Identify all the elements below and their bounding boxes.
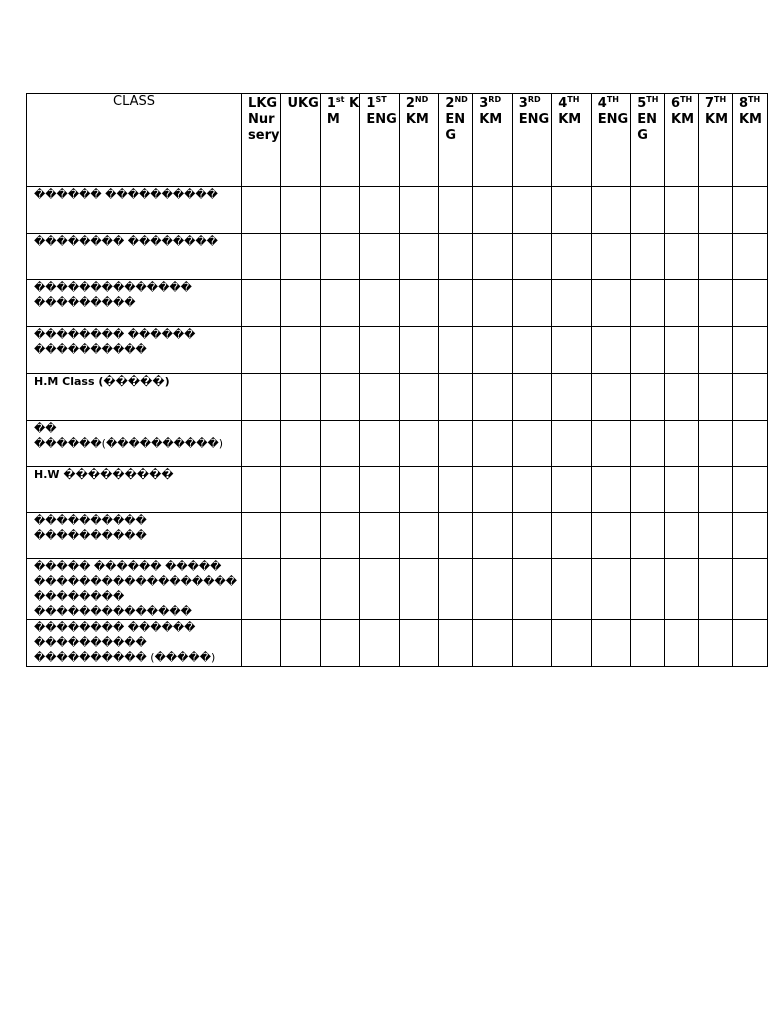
empty-cell[interactable] <box>439 620 473 667</box>
row-label-text: �������� �������� <box>34 235 218 248</box>
table-row <box>27 374 768 421</box>
empty-cell[interactable] <box>732 280 767 327</box>
empty-cell[interactable] <box>591 467 630 513</box>
column-header-number: 3 <box>518 96 528 111</box>
column-header-number: 4 <box>558 96 568 111</box>
column-header <box>591 94 630 187</box>
column-header-number: 5 <box>637 96 647 111</box>
column-header <box>473 94 513 187</box>
empty-cell[interactable] <box>320 280 360 327</box>
row-label-text: �������� ������ ���������� <box>34 328 196 356</box>
column-header-suffix: ENG <box>637 112 657 143</box>
empty-cell[interactable] <box>242 187 281 234</box>
empty-cell[interactable] <box>399 620 439 667</box>
empty-cell[interactable] <box>552 234 592 280</box>
empty-cell[interactable] <box>512 234 551 280</box>
empty-cell[interactable] <box>732 467 767 513</box>
table-row <box>27 234 768 280</box>
row-label <box>27 327 242 374</box>
empty-cell[interactable] <box>281 620 320 667</box>
empty-cell[interactable] <box>281 280 320 327</box>
column-header-suffix: KM <box>479 112 503 127</box>
column-header-ordinal: TH <box>714 95 727 104</box>
empty-cell[interactable] <box>473 327 513 374</box>
empty-cell[interactable] <box>473 234 513 280</box>
column-header-text <box>739 96 762 127</box>
empty-cell[interactable] <box>320 559 360 620</box>
column-header-number: 8 <box>738 96 749 111</box>
empty-cell[interactable] <box>699 374 733 421</box>
column-header-suffix: KM <box>405 112 429 127</box>
empty-cell[interactable] <box>399 421 439 467</box>
empty-cell[interactable] <box>399 234 439 280</box>
empty-cell[interactable] <box>281 559 320 620</box>
column-header-suffix: ENG <box>445 112 466 143</box>
table-body <box>27 187 768 667</box>
empty-cell[interactable] <box>552 467 592 513</box>
column-header-text <box>445 96 467 143</box>
empty-cell[interactable] <box>360 467 399 513</box>
empty-cell[interactable] <box>699 234 733 280</box>
empty-cell[interactable] <box>665 234 699 280</box>
empty-cell[interactable] <box>665 327 699 374</box>
empty-cell[interactable] <box>473 513 513 559</box>
empty-cell[interactable] <box>665 187 699 234</box>
column-header-text <box>671 96 694 127</box>
column-header-text <box>598 96 628 127</box>
empty-cell[interactable] <box>591 280 630 327</box>
column-header-text <box>479 96 502 127</box>
column-header-suffix: ENG <box>366 112 397 127</box>
column-header <box>281 94 320 187</box>
empty-cell[interactable] <box>699 467 733 513</box>
row-label <box>27 559 242 620</box>
empty-cell[interactable] <box>399 513 439 559</box>
empty-cell[interactable] <box>360 374 399 421</box>
empty-cell[interactable] <box>242 327 281 374</box>
empty-cell[interactable] <box>242 280 281 327</box>
row-label <box>27 374 242 421</box>
empty-cell[interactable] <box>699 620 733 667</box>
row-label-text: (�����) <box>94 375 170 388</box>
row-label-bold: H.W <box>34 468 60 481</box>
row-label-text: ���������� ���������� <box>34 514 147 542</box>
empty-cell[interactable] <box>665 467 699 513</box>
empty-cell[interactable] <box>512 187 551 234</box>
empty-cell[interactable] <box>591 327 630 374</box>
column-header-number: 6 <box>671 96 681 111</box>
empty-cell[interactable] <box>699 280 733 327</box>
row-label <box>27 234 242 280</box>
row-label <box>27 187 242 234</box>
column-header-ordinal: TH <box>567 95 580 104</box>
empty-cell[interactable] <box>591 620 630 667</box>
column-header-text <box>558 96 581 127</box>
header-row <box>27 94 768 187</box>
empty-cell[interactable] <box>360 327 399 374</box>
empty-cell[interactable] <box>320 374 360 421</box>
column-header-ordinal: TH <box>748 95 761 104</box>
empty-cell[interactable] <box>281 327 320 374</box>
column-header-number: 7 <box>705 96 715 111</box>
column-header-suffix: KM <box>705 112 729 127</box>
column-header <box>732 94 767 187</box>
empty-cell[interactable] <box>360 280 399 327</box>
table-row <box>27 559 768 620</box>
column-header-suffix: ENG <box>518 112 550 127</box>
column-header-suffix: KM <box>671 112 695 127</box>
empty-cell[interactable] <box>360 234 399 280</box>
row-label-bold: H.M Class <box>34 375 95 388</box>
column-header-number: 2 <box>445 96 455 111</box>
column-header <box>699 94 733 187</box>
empty-cell[interactable] <box>631 421 665 467</box>
column-header-suffix: KM <box>738 112 762 127</box>
column-header-ordinal: ST <box>375 95 387 104</box>
empty-cell[interactable] <box>512 421 551 467</box>
empty-cell[interactable] <box>320 327 360 374</box>
empty-cell[interactable] <box>439 421 473 467</box>
column-header-number: 1 <box>326 96 336 111</box>
empty-cell[interactable] <box>552 559 592 620</box>
empty-cell[interactable] <box>512 467 551 513</box>
empty-cell[interactable] <box>552 280 592 327</box>
empty-cell[interactable] <box>399 559 439 620</box>
empty-cell[interactable] <box>732 374 767 421</box>
column-header <box>439 94 473 187</box>
empty-cell[interactable] <box>552 374 592 421</box>
empty-cell[interactable] <box>242 513 281 559</box>
empty-cell[interactable] <box>552 187 592 234</box>
empty-cell[interactable] <box>399 187 439 234</box>
column-header-ordinal: ND <box>454 95 468 104</box>
empty-cell[interactable] <box>591 187 630 234</box>
empty-cell[interactable] <box>591 513 630 559</box>
empty-cell[interactable] <box>320 620 360 667</box>
empty-cell[interactable] <box>631 187 665 234</box>
empty-cell[interactable] <box>281 187 320 234</box>
empty-cell[interactable] <box>360 187 399 234</box>
empty-cell[interactable] <box>473 467 513 513</box>
empty-cell[interactable] <box>320 421 360 467</box>
empty-cell[interactable] <box>665 280 699 327</box>
empty-cell[interactable] <box>320 513 360 559</box>
column-header-suffix: KM <box>326 96 360 127</box>
empty-cell[interactable] <box>732 559 767 620</box>
column-header-label: LKG Nursery <box>248 96 280 143</box>
empty-cell[interactable] <box>242 234 281 280</box>
table-row <box>27 421 768 467</box>
empty-cell[interactable] <box>360 513 399 559</box>
column-header-ordinal: TH <box>680 95 693 104</box>
empty-cell[interactable] <box>631 374 665 421</box>
column-header-text <box>287 96 318 111</box>
empty-cell[interactable] <box>473 421 513 467</box>
empty-cell[interactable] <box>631 559 665 620</box>
empty-cell[interactable] <box>699 421 733 467</box>
column-header-ordinal: RD <box>488 95 502 104</box>
column-header <box>552 94 592 187</box>
empty-cell[interactable] <box>552 327 592 374</box>
empty-cell[interactable] <box>631 280 665 327</box>
class-table <box>26 93 768 667</box>
empty-cell[interactable] <box>439 559 473 620</box>
empty-cell[interactable] <box>281 421 320 467</box>
empty-cell[interactable] <box>631 467 665 513</box>
table-row <box>27 327 768 374</box>
empty-cell[interactable] <box>399 280 439 327</box>
empty-cell[interactable] <box>399 374 439 421</box>
empty-cell[interactable] <box>512 280 551 327</box>
empty-cell[interactable] <box>591 559 630 620</box>
empty-cell[interactable] <box>699 327 733 374</box>
empty-cell[interactable] <box>320 467 360 513</box>
empty-cell[interactable] <box>473 620 513 667</box>
empty-cell[interactable] <box>242 374 281 421</box>
row-label <box>27 421 242 467</box>
row-label <box>27 513 242 559</box>
empty-cell[interactable] <box>665 620 699 667</box>
empty-cell[interactable] <box>281 374 320 421</box>
column-header <box>631 94 665 187</box>
table-row <box>27 513 768 559</box>
row-label-text: ��������� <box>59 468 174 481</box>
column-header-ordinal: TH <box>646 95 659 104</box>
row-label-text: �� ������(����������) <box>34 422 224 450</box>
column-header-suffix: KM <box>558 112 582 127</box>
row-label <box>27 280 242 327</box>
empty-cell[interactable] <box>699 559 733 620</box>
column-header-number: 3 <box>479 96 489 111</box>
empty-cell[interactable] <box>665 421 699 467</box>
empty-cell[interactable] <box>399 467 439 513</box>
empty-cell[interactable] <box>360 421 399 467</box>
row-label <box>27 620 242 667</box>
empty-cell[interactable] <box>473 280 513 327</box>
empty-cell[interactable] <box>732 187 767 234</box>
empty-cell[interactable] <box>512 559 551 620</box>
column-header-suffix: ENG <box>597 112 629 127</box>
column-header-text <box>637 96 658 143</box>
empty-cell[interactable] <box>320 234 360 280</box>
empty-cell[interactable] <box>473 559 513 620</box>
empty-cell[interactable] <box>242 620 281 667</box>
column-header <box>399 94 439 187</box>
empty-cell[interactable] <box>281 467 320 513</box>
empty-cell[interactable] <box>591 374 630 421</box>
column-header <box>242 94 281 187</box>
empty-cell[interactable] <box>631 234 665 280</box>
empty-cell[interactable] <box>552 513 592 559</box>
empty-cell[interactable] <box>242 421 281 467</box>
empty-cell[interactable] <box>512 374 551 421</box>
table-row <box>27 280 768 327</box>
empty-cell[interactable] <box>699 187 733 234</box>
column-header <box>512 94 551 187</box>
column-header <box>360 94 399 187</box>
column-header-text <box>406 96 429 127</box>
empty-cell[interactable] <box>552 620 592 667</box>
column-header-text <box>327 96 359 127</box>
empty-cell[interactable] <box>699 513 733 559</box>
empty-cell[interactable] <box>242 559 281 620</box>
empty-cell[interactable] <box>439 327 473 374</box>
empty-cell[interactable] <box>512 513 551 559</box>
class-header: CLASS <box>27 94 242 187</box>
empty-cell[interactable] <box>732 421 767 467</box>
empty-cell[interactable] <box>281 234 320 280</box>
column-header-text <box>705 96 728 127</box>
column-header-ordinal: RD <box>527 95 541 104</box>
empty-cell[interactable] <box>473 187 513 234</box>
empty-cell[interactable] <box>512 327 551 374</box>
empty-cell[interactable] <box>631 513 665 559</box>
empty-cell[interactable] <box>665 513 699 559</box>
column-header-number: 2 <box>405 96 415 111</box>
empty-cell[interactable] <box>591 234 630 280</box>
empty-cell[interactable] <box>665 374 699 421</box>
empty-cell[interactable] <box>732 234 767 280</box>
row-label-text: �������������� ��������� <box>34 281 192 309</box>
empty-cell[interactable] <box>439 234 473 280</box>
column-header-number: 4 <box>597 96 607 111</box>
column-header-ordinal: ND <box>414 95 429 104</box>
row-label-text: ����� ������ ����� ������������������ �������� �������������� <box>34 560 238 618</box>
empty-cell[interactable] <box>439 280 473 327</box>
empty-cell[interactable] <box>631 327 665 374</box>
empty-cell[interactable] <box>439 467 473 513</box>
empty-cell[interactable] <box>399 327 439 374</box>
empty-cell[interactable] <box>512 620 551 667</box>
column-header-text <box>248 96 279 143</box>
empty-cell[interactable] <box>732 513 767 559</box>
empty-cell[interactable] <box>320 187 360 234</box>
empty-cell[interactable] <box>360 620 399 667</box>
column-header-ordinal: st <box>335 95 345 104</box>
empty-cell[interactable] <box>732 620 767 667</box>
empty-cell[interactable] <box>732 327 767 374</box>
column-header <box>320 94 360 187</box>
empty-cell[interactable] <box>631 620 665 667</box>
empty-cell[interactable] <box>665 559 699 620</box>
column-header-text <box>519 96 549 127</box>
table-row <box>27 187 768 234</box>
row-label-text: ������ ���������� <box>34 188 218 201</box>
table-row <box>27 467 768 513</box>
empty-cell[interactable] <box>439 513 473 559</box>
empty-cell[interactable] <box>591 421 630 467</box>
empty-cell[interactable] <box>473 374 513 421</box>
row-label-text: �������� ������ ���������� ���������� (�����) <box>34 621 216 664</box>
column-header-ordinal: TH <box>606 95 619 104</box>
row-label <box>27 467 242 513</box>
empty-cell[interactable] <box>439 374 473 421</box>
column-header-label: UKG <box>287 96 319 111</box>
empty-cell[interactable] <box>281 513 320 559</box>
empty-cell[interactable] <box>439 187 473 234</box>
empty-cell[interactable] <box>360 559 399 620</box>
column-header-text <box>366 96 396 127</box>
table-row <box>27 620 768 667</box>
column-header <box>665 94 699 187</box>
column-header-number: 1 <box>366 96 376 111</box>
empty-cell[interactable] <box>552 421 592 467</box>
empty-cell[interactable] <box>242 467 281 513</box>
